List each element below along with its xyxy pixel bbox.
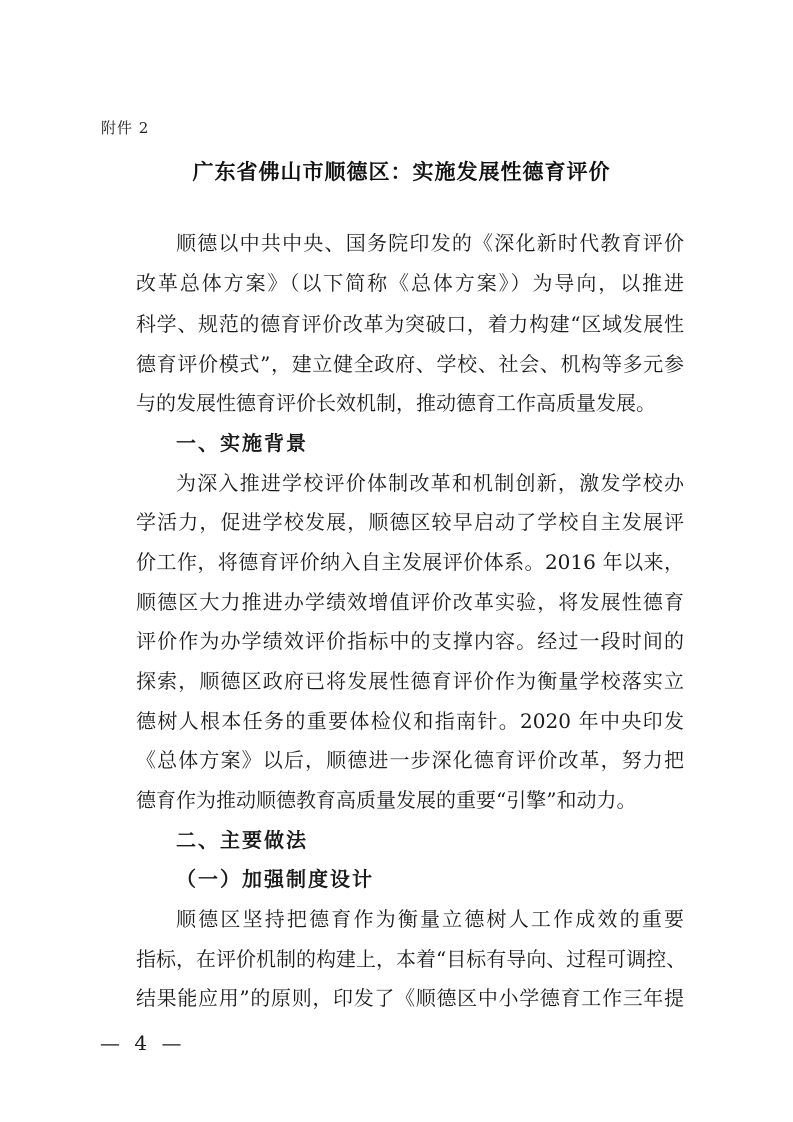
section1-line-7: 德树人根本任务的重要体检仪和指南针。2020 年中央印发 xyxy=(136,709,684,733)
section1-line-5: 评价作为办学绩效评价指标中的支撑内容。经过一段时间的 xyxy=(136,629,684,653)
page-number: — 4 — xyxy=(100,1031,186,1055)
subsection-heading-system-design: （一）加强制度设计 xyxy=(176,867,374,891)
intro-line-1: 顺德以中共中央、国务院印发的《深化新时代教育评价 xyxy=(176,231,684,255)
section1-line-2: 学活力，促进学校发展，顺德区较早启动了学校自主发展评 xyxy=(136,510,684,534)
section1-line-3: 价工作，将德育评价纳入自主发展评价体系。2016 年以来， xyxy=(136,550,684,574)
intro-line-2: 改革总体方案》（以下简称《总体方案》）为导向，以推进 xyxy=(136,271,684,295)
document-title: 广东省佛山市顺德区：实施发展性德育评价 xyxy=(192,159,611,184)
section2-line-2: 指标，在评价机制的构建上，本着“目标有导向、过程可调控、 xyxy=(136,947,687,971)
attachment-label: 附件 2 xyxy=(101,119,150,137)
section2-line-3: 结果能应用”的原则，印发了《顺德区中小学德育工作三年提 xyxy=(136,986,684,1010)
intro-line-5: 与的发展性德育评价长效机制，推动德育工作高质量发展。 xyxy=(136,391,656,415)
section1-line-8: 《总体方案》以后，顺德进一步深化德育评价改革，努力把 xyxy=(136,748,684,772)
section2-line-1: 顺德区坚持把德育作为衡量立德树人工作成效的重要 xyxy=(176,907,684,931)
section1-line-1: 为深入推进学校评价体制改革和机制创新，激发学校办 xyxy=(176,471,684,495)
section1-line-6: 探索，顺德区政府已将发展性德育评价作为衡量学校落实立 xyxy=(136,669,684,693)
section1-line-9: 德育作为推动顺德教育高质量发展的重要“引擎”和动力。 xyxy=(136,788,637,812)
intro-line-3: 科学、规范的德育评价改革为突破口，着力构建“区域发展性 xyxy=(136,312,684,336)
intro-line-4: 德育评价模式”，建立健全政府、学校、社会、机构等多元参 xyxy=(136,352,684,376)
section-heading-background: 一、实施背景 xyxy=(176,431,308,455)
section-heading-practices: 二、主要做法 xyxy=(176,828,308,852)
section1-line-4: 顺德区大力推进办学绩效增值评价改革实验，将发展性德育 xyxy=(136,590,684,614)
